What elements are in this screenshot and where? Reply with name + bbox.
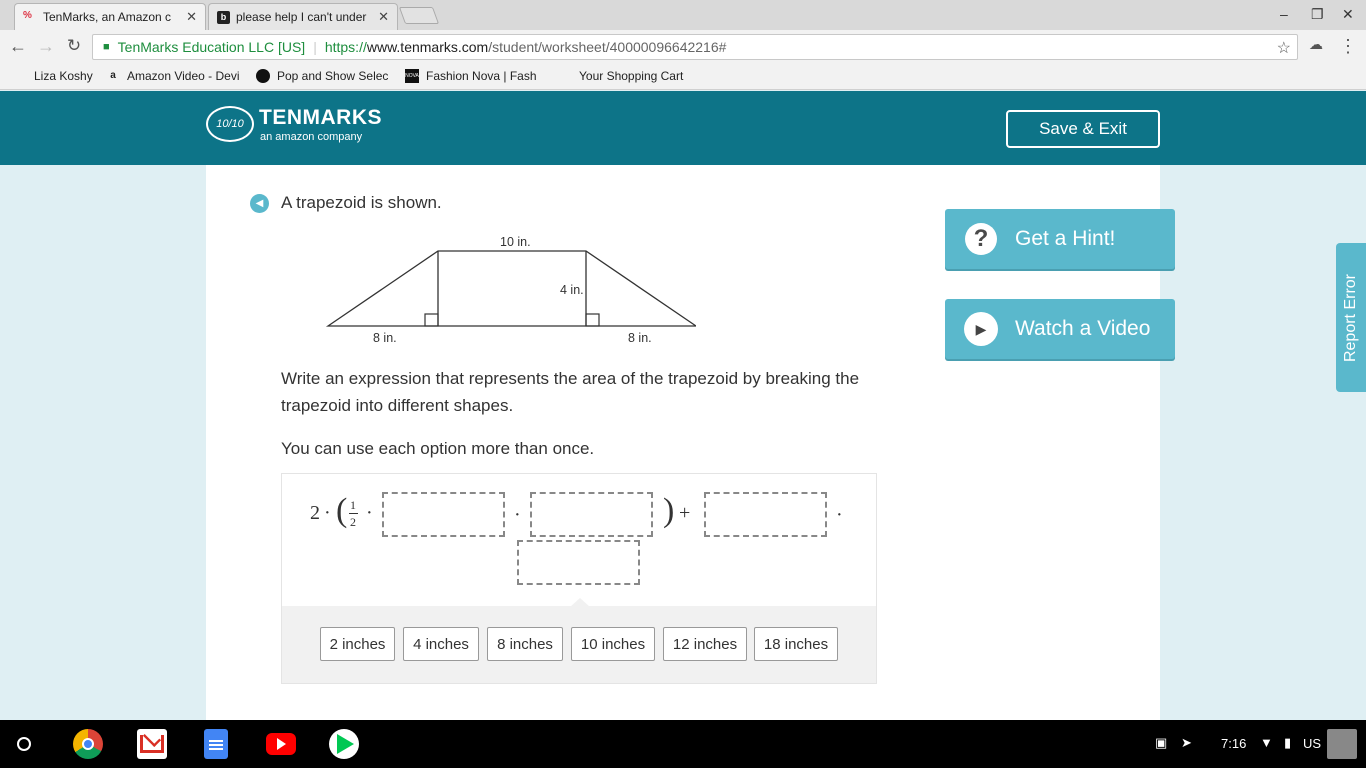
hint-label: Get a Hint! <box>1015 227 1116 250</box>
trapezoid-figure <box>316 231 696 356</box>
lock-icon: ■ <box>103 41 110 53</box>
menu-icon[interactable]: ⋮ <box>1339 36 1357 56</box>
fashion-nova-icon: NOVA <box>405 69 419 83</box>
instruction-note: You can use each option more than once. <box>281 439 595 458</box>
play-icon: ▶ <box>963 311 999 347</box>
bookmark-item[interactable] <box>405 69 537 83</box>
extension-icon[interactable]: ☁ <box>1309 36 1323 52</box>
minimize-icon[interactable]: ‒ <box>1280 6 1288 22</box>
launcher-icon[interactable] <box>17 737 31 751</box>
bookmark-item[interactable] <box>106 69 240 83</box>
bookmark-item[interactable] <box>256 69 388 83</box>
video-label: Watch a Video <box>1015 317 1151 340</box>
question-text: Write an expression that represents the area of the trapezoid by breaking the trapezoid into different shapes. <box>281 369 860 415</box>
save-exit-button[interactable]: Save & Exit <box>1006 110 1160 148</box>
bookmark-label: Liza Koshy <box>34 69 93 83</box>
address-divider: | <box>313 39 317 55</box>
tenmarks-logo-icon: 10/10 <box>206 106 254 142</box>
site-header <box>0 91 1366 165</box>
tenmarks-favicon-icon: % <box>23 10 32 21</box>
logo-subtitle: an amazon company <box>260 131 363 143</box>
logo-text: TENMARKS <box>259 106 382 129</box>
answer-options-tray <box>282 606 876 683</box>
url-host: www.tenmarks.com <box>366 39 489 55</box>
bookmark-item[interactable] <box>579 69 683 83</box>
height-label: 4 in. <box>560 283 584 297</box>
os-shelf <box>0 720 1366 768</box>
option-12-inches[interactable]: 12 inches <box>663 627 747 661</box>
browser-toolbar <box>0 30 1366 64</box>
report-error-tab[interactable] <box>1336 243 1366 392</box>
answer-area <box>281 473 877 684</box>
bookmark-label: Amazon Video - Devi <box>127 69 240 83</box>
left-right-angle-mark <box>425 314 438 326</box>
docs-icon[interactable] <box>204 729 228 759</box>
tab-title: TenMarks, an Amazon c <box>43 10 172 24</box>
report-error-label: Report Error <box>1342 273 1359 362</box>
maximize-icon[interactable]: ❐ <box>1311 6 1324 22</box>
avatar[interactable] <box>1327 729 1357 759</box>
chrome-icon[interactable] <box>73 729 103 759</box>
fraction-bar <box>349 513 358 514</box>
back-icon[interactable]: ← <box>9 36 27 56</box>
option-18-inches[interactable]: 18 inches <box>754 627 838 661</box>
wifi-icon[interactable]: ▼ <box>1260 735 1273 750</box>
popcorn-icon <box>256 69 270 83</box>
top-base-label: 10 in. <box>500 235 531 249</box>
right-right-angle-mark <box>586 314 599 326</box>
forward-icon[interactable]: → <box>37 36 55 56</box>
bookmark-star-icon[interactable]: ☆ <box>1276 40 1291 57</box>
multiply-dot: · <box>836 504 843 526</box>
youtube-icon[interactable] <box>266 733 296 755</box>
tab-strip <box>0 0 1366 30</box>
play-store-icon[interactable] <box>329 729 359 759</box>
tab-tenmarks[interactable] <box>14 3 206 30</box>
multiply-dot: · <box>514 504 521 526</box>
input-method[interactable]: US <box>1303 736 1322 751</box>
bookmarks-bar <box>0 64 1366 90</box>
option-8-inches[interactable]: 8 inches <box>487 627 563 661</box>
open-paren: ( <box>336 492 348 529</box>
get-hint-button[interactable] <box>945 209 1175 269</box>
trapezoid-outline <box>328 251 696 326</box>
screenshot-icon[interactable]: ▣ <box>1155 735 1168 750</box>
bookmark-label: Your Shopping Cart <box>579 69 684 83</box>
url-scheme: https:// <box>324 39 367 55</box>
brainly-favicon-icon: b <box>217 11 230 24</box>
drop-zone-1[interactable] <box>382 492 505 537</box>
gmail-icon[interactable] <box>137 729 167 759</box>
right-base-label: 8 in. <box>628 331 652 345</box>
left-base-label: 8 in. <box>373 331 397 345</box>
tab-title: please help I can't under <box>236 10 367 24</box>
battery-icon[interactable]: ▮ <box>1284 735 1292 750</box>
fraction-numerator: 1 <box>350 498 356 512</box>
drop-zone-3[interactable] <box>704 492 827 537</box>
close-paren: ) <box>663 492 675 529</box>
option-4-inches[interactable]: 4 inches <box>403 627 479 661</box>
reload-icon[interactable]: ↻ <box>66 36 82 55</box>
fraction-denominator: 2 <box>350 515 356 529</box>
site-identity: TenMarks Education LLC [US] <box>117 39 306 55</box>
new-tab-button[interactable] <box>399 7 439 24</box>
address-bar[interactable] <box>92 34 1298 60</box>
bookmark-item[interactable] <box>34 69 93 83</box>
lightbulb-question-icon: ? <box>963 221 999 257</box>
amazon-icon: a <box>110 70 116 81</box>
close-window-icon[interactable]: ✕ <box>1342 6 1354 22</box>
problem-prompt: A trapezoid is shown. <box>281 193 442 212</box>
speaker-icon[interactable]: ◀ <box>250 194 269 213</box>
clock[interactable]: 7:16 <box>1221 736 1247 751</box>
multiply-dot: · <box>366 502 373 524</box>
cast-icon[interactable]: ➤ <box>1181 735 1192 750</box>
close-tab-icon[interactable]: ✕ <box>186 9 197 24</box>
tray-pointer <box>570 598 590 607</box>
multiply-dot: · <box>324 502 331 524</box>
watch-video-button[interactable] <box>945 299 1175 359</box>
url-path: /student/worksheet/40000096642216# <box>488 39 727 55</box>
option-2-inches[interactable]: 2 inches <box>320 627 395 661</box>
tab-brainly[interactable] <box>208 3 398 30</box>
option-10-inches[interactable]: 10 inches <box>571 627 655 661</box>
bookmark-label: Pop and Show Selec <box>277 69 389 83</box>
plus-sign: + <box>679 502 691 524</box>
bookmark-label: Fashion Nova | Fash <box>426 69 537 83</box>
coefficient: 2 <box>310 502 320 524</box>
drop-zone-2[interactable] <box>530 492 653 537</box>
close-tab-icon[interactable]: ✕ <box>378 9 389 24</box>
drop-zone-4[interactable] <box>517 540 640 585</box>
